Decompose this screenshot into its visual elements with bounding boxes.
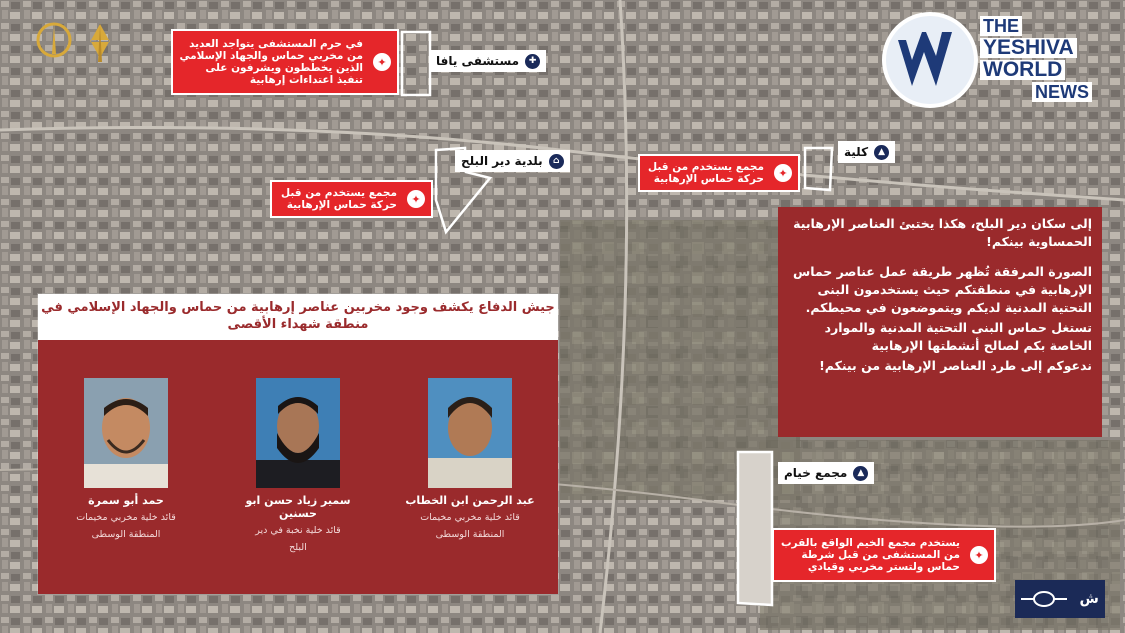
label-municipality: ⌂ بلدية دير البلح <box>455 150 570 172</box>
idf-emblems <box>32 18 122 68</box>
gunman-icon: ✦ <box>970 546 988 564</box>
person-card: حمد أبو سمرة قائد خلية مخربي مخيمات المنطقة الوسطى <box>56 378 196 541</box>
label-camp: ▲ مجمع خيام <box>778 462 874 484</box>
gunman-icon: ✦ <box>407 190 425 208</box>
wanted-panel <box>38 294 558 594</box>
person-card: عبد الرحمن ابن الخطاب قائد خلية مخربي مخيمات المنطقة الوسطى <box>400 378 540 541</box>
person-photo <box>428 378 512 488</box>
callout-college: ✦ مجمع يستخدم من قبل حركة حماس الإرهابية <box>638 154 800 192</box>
person-card: سمير زياد حسن ابو حسنين قائد خلية نخبة في دير البلح <box>228 378 368 554</box>
label-college: ▲ كلية <box>838 141 895 163</box>
callout-hospital: ✦ في حرم المستشفى يتواجد العديد من مخربي حماس والجهاد الإسلامي الذين يخططون ويشرفون على تنفيذ اعتداءات إرهابية <box>171 29 399 95</box>
panel-title: جيش الدفاع يكشف وجود مخربين عناصر إرهابية من حماس والجهاد الإسلامي في منطقة شهداء الأقصى <box>38 294 558 340</box>
camp-outline <box>738 452 772 605</box>
shin-badge: ش <box>1015 580 1105 618</box>
callout-camp: ✦ يستخدم مجمع الخيم الواقع بالقرب من المستشفى من قبل شرطة حماس ولتستر مخربي وقيادي <box>772 528 996 582</box>
plus-icon: ✚ <box>525 54 540 69</box>
yeshiva-world-news-logo: THE YESHIVA WORLD NEWS <box>880 10 1116 114</box>
shin-emblem-icon <box>1021 589 1067 609</box>
callout-municipality: ✦ مجمع يستخدم من قبل حركة حماس الإرهابية <box>270 180 433 218</box>
landmark-icon: ⌂ <box>549 154 564 169</box>
gunman-icon: ✦ <box>774 164 792 182</box>
person-photo <box>256 378 340 488</box>
person-photo <box>84 378 168 488</box>
gunman-icon: ✦ <box>373 53 391 71</box>
info-box: إلى سكان دير البلح، هكذا يختبئ العناصر الإرهابية الحمساوية بينكم! الصورة المرفقة تُظهر طريقة عمل عناصر حماس الإرهابية في منطقتكم حيث يستخدمون البنى التحتية المدنية لديكم ويتموضعون في محيطكم. تستغل حماس البنى التحتية المدنية والموارد الخاصة بكم لصالح أنشطتها الإرهابية ندعوكم إلى طرد العناصر الإرهابية من بينكم! <box>778 207 1102 437</box>
graduation-cap-icon: ▲ <box>874 145 889 160</box>
label-hospital: ✚ مستشفى يافا <box>430 50 546 72</box>
tent-icon: ▲ <box>853 466 868 481</box>
